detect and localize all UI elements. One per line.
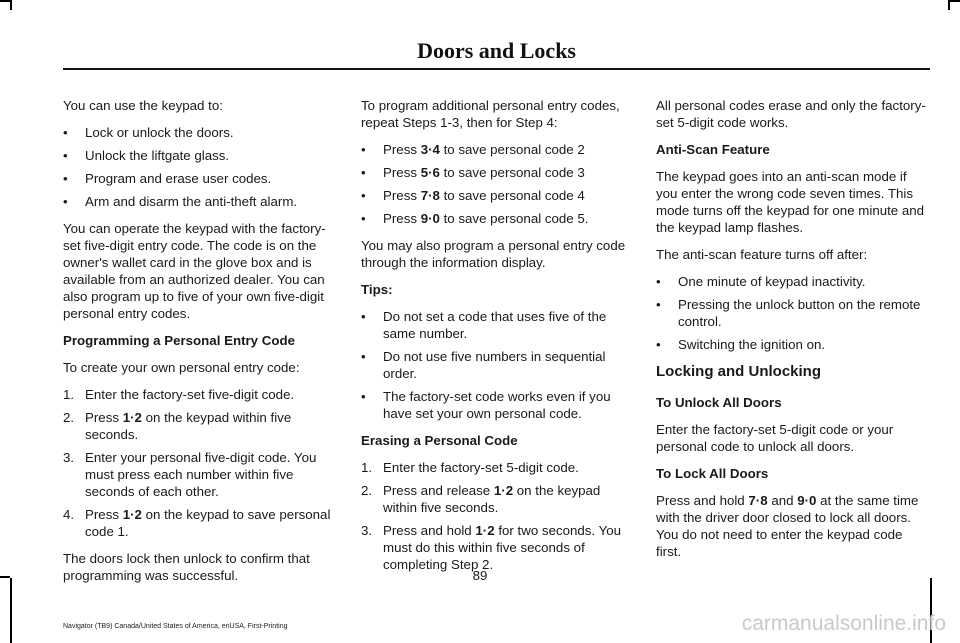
header-rule xyxy=(63,68,930,70)
keypad-key: 1·2 xyxy=(122,507,142,522)
crop-mark xyxy=(950,0,960,2)
step-item: 3. Press and hold 1·2 for two seconds. You must do this within five seconds of completing Step 2. xyxy=(361,523,622,572)
list-item: • Press 5·6 to save personal code 3 xyxy=(361,165,585,180)
column-1 xyxy=(63,97,335,594)
create-intro: To create your own personal entry code: xyxy=(63,360,300,375)
keypad-key: 3·4 xyxy=(420,142,440,157)
keypad-key: 1·2 xyxy=(122,410,142,425)
step-item: 1. Enter the factory-set five-digit code. xyxy=(63,387,295,402)
keypad-intro: You can use the keypad to: xyxy=(63,98,223,113)
crop-mark xyxy=(948,0,950,10)
subsection-heading: To Unlock All Doors xyxy=(656,395,782,410)
keypad-key: 7·8 xyxy=(748,493,768,508)
step-item: 1. Enter the factory-set 5-digit code. xyxy=(361,460,579,475)
column-3 xyxy=(656,97,928,570)
step-item: 4. Press 1·2 on the keypad to save personal code 1. xyxy=(63,507,331,539)
erase-steps-list xyxy=(361,459,633,573)
tips-label: Tips: xyxy=(361,282,393,297)
section-heading: Programming a Personal Entry Code xyxy=(63,333,296,348)
list-item: • Press 7·8 to save personal code 4 xyxy=(361,188,585,203)
keypad-key: 9·0 xyxy=(797,493,817,508)
list-item: • Program and erase user codes. xyxy=(63,171,272,186)
display-paragraph: You may also program a personal entry code through the information display. xyxy=(361,238,626,270)
erase-note: All personal codes erase and only the factory-set 5-digit code works. xyxy=(656,98,926,130)
crop-mark xyxy=(10,0,12,10)
step-item: 3. Enter your personal five-digit code. You must press each number within five seconds of each other. xyxy=(63,450,317,499)
section-heading: Anti-Scan Feature xyxy=(656,142,770,157)
antiscan-list xyxy=(656,273,928,353)
step-item: 2. Press 1·2 on the keypad within five seconds. xyxy=(63,410,292,442)
column-2 xyxy=(361,97,633,583)
list-item: • Unlock the liftgate glass. xyxy=(63,148,230,163)
crop-mark xyxy=(10,578,12,643)
keypad-key: 9·0 xyxy=(420,211,440,226)
page-number: 89 xyxy=(472,568,488,583)
list-item: • Press 3·4 to save personal code 2 xyxy=(361,142,585,157)
subsection-heading: To Lock All Doors xyxy=(656,466,769,481)
list-item: • Lock or unlock the doors. xyxy=(63,125,234,140)
codes-list xyxy=(361,141,633,227)
keypad-key: 5·6 xyxy=(420,165,440,180)
list-item: • Press 9·0 to save personal code 5. xyxy=(361,211,589,226)
lock-paragraph: Press and hold 7·8 and 9·0 at the same time with the driver door closed to lock all doors. You do not need to enter the keypad code first. xyxy=(656,493,919,559)
list-item: • Switching the ignition on. xyxy=(656,337,826,352)
tips-list xyxy=(361,308,633,422)
list-item: • Do not use five numbers in sequential order. xyxy=(361,349,606,381)
footer-text: Navigator (TB9) Canada/United States of America, enUSA, First-Printing xyxy=(63,623,288,630)
list-item: • Arm and disarm the anti-theft alarm. xyxy=(63,194,298,209)
watermark: carmanualsonline.info xyxy=(741,612,946,635)
confirm-paragraph: The doors lock then unlock to confirm that programming was successful. xyxy=(63,551,310,583)
operate-paragraph: You can operate the keypad with the factory-set five-digit entry code. The code is on the owner's wallet card in the glove box and is available from an authorized dealer. You can also program up to five of your own five-digit personal entry codes. xyxy=(63,221,326,321)
unlock-paragraph: Enter the factory-set 5-digit code or your personal code to unlock all doors. xyxy=(656,422,894,454)
step-item: 2. Press and release 1·2 on the keypad within five seconds. xyxy=(361,483,601,515)
keypad-key: 1·2 xyxy=(493,483,514,498)
keypad-key: 7·8 xyxy=(420,188,440,203)
program-steps-list xyxy=(63,386,335,540)
antiscan-off-intro: The anti-scan feature turns off after: xyxy=(656,247,868,262)
crop-mark xyxy=(0,0,10,2)
page-title: Doors and Locks xyxy=(417,38,576,63)
section-heading: Erasing a Personal Code xyxy=(361,433,518,448)
keypad-uses-list xyxy=(63,124,335,210)
section-heading: Locking and Unlocking xyxy=(656,363,822,380)
list-item: • The factory-set code works even if you have set your own personal code. xyxy=(361,389,611,421)
list-item: • Do not set a code that uses five of the same number. xyxy=(361,309,607,341)
list-item: • Pressing the unlock button on the remote control. xyxy=(656,297,921,329)
list-item: • One minute of keypad inactivity. xyxy=(656,274,866,289)
additional-codes-intro: To program additional personal entry codes, repeat Steps 1-3, then for Step 4: xyxy=(361,98,620,130)
antiscan-paragraph: The keypad goes into an anti-scan mode if you enter the wrong code seven times. This mode turns off the keypad for one minute and the keypad lamp flashes. xyxy=(656,169,925,235)
keypad-key: 1·2 xyxy=(475,523,495,538)
